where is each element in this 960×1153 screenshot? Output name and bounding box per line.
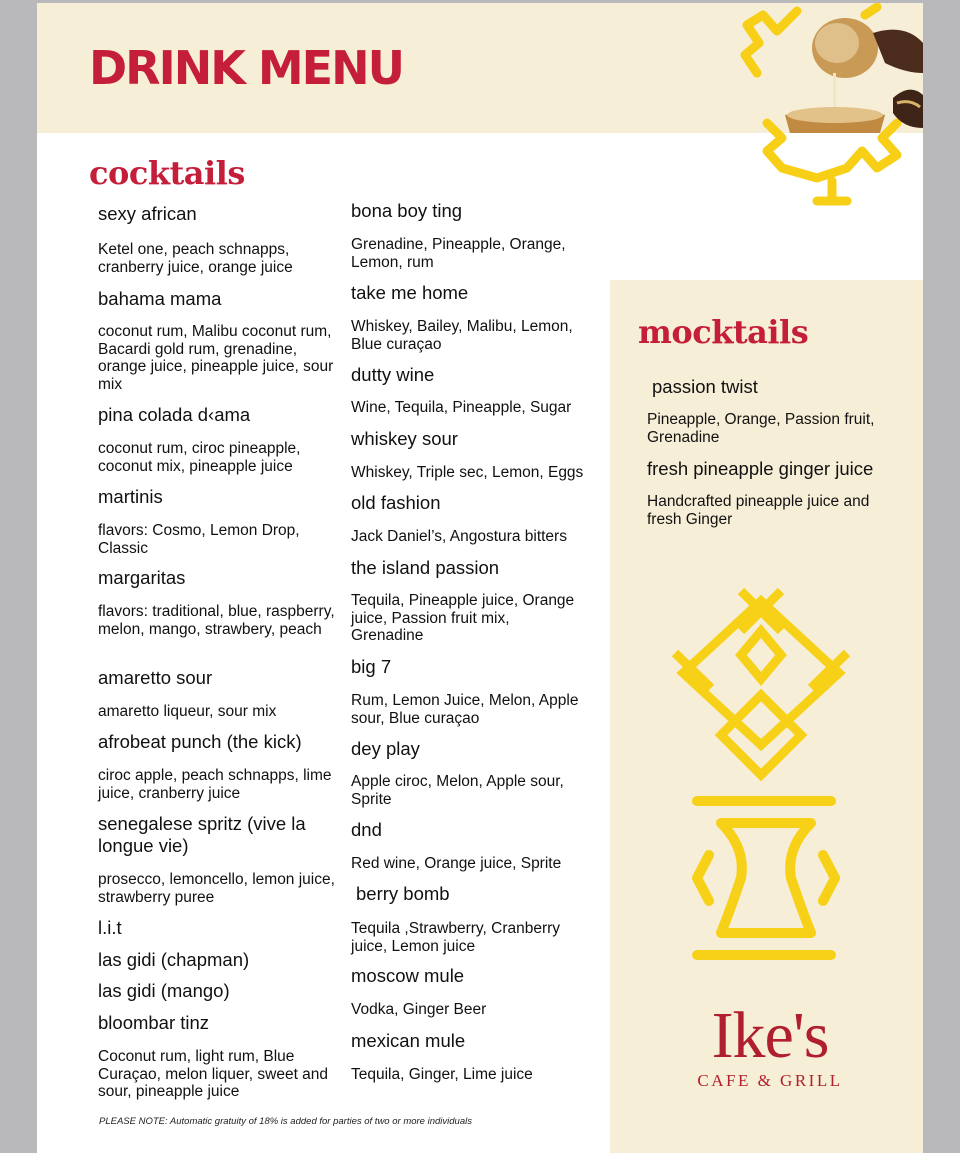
menu-item: [98, 241, 348, 276]
mocktails-heading: mocktails: [638, 313, 809, 351]
item-description: Rum, Lemon Juice, Melon, Apple sour, Blue curaçao: [351, 692, 579, 727]
item-name: big 7: [351, 656, 392, 677]
item-description: Pineapple, Orange, Passion fruit, Grenadine: [647, 411, 875, 446]
item-name: old fashion: [351, 492, 441, 513]
item-name: martinis: [98, 486, 163, 507]
flavors-list: Cosmo, Lemon Drop, Classic: [98, 522, 300, 557]
item-name: bona boy ting: [351, 200, 463, 221]
page-title: DRINK MENU: [89, 41, 403, 95]
item-description: Wine, Tequila, Pineapple, Sugar: [351, 399, 572, 416]
item-name: l.i.t: [98, 917, 122, 938]
item-description: Handcrafted pineapple juice and fresh Ginger: [647, 493, 870, 528]
adinkra-symbol-icon: [671, 583, 851, 783]
flavors-label: flavors:: [98, 522, 148, 539]
item-description: coconut rum, Malibu coconut rum, Bacardi gold rum, grenadine, orange juice, pineapple juice, sour mix: [98, 323, 334, 393]
item-description: Red wine, Orange juice, Sprite: [351, 855, 562, 872]
item-name: afrobeat punch (the kick): [98, 731, 302, 752]
item-name: mexican mule: [351, 1030, 466, 1051]
item-name: moscow mule: [351, 965, 465, 986]
item-name: berry bomb: [356, 883, 450, 904]
item-description: Ketel one, peach schnapps, cranberry juice, orange juice: [98, 241, 293, 276]
item-name: senegalese spritz (vive la longue vie): [98, 813, 306, 856]
item-name: margaritas: [98, 567, 186, 588]
item-name: the island passion: [351, 557, 500, 578]
item-name: take me home: [351, 282, 469, 303]
item-description: flavors: traditional, blue, raspberry, melon, mango, strawbery, peach: [98, 603, 335, 638]
item-name: las gidi (mango): [98, 980, 230, 1001]
item-name: las gidi (chapman): [98, 949, 250, 970]
item-name: whiskey sour: [351, 428, 458, 449]
item-name: passion twist: [652, 376, 758, 397]
restaurant-logo: [675, 999, 865, 1091]
item-description: Vodka, Ginger Beer: [351, 1001, 487, 1018]
item-name: bahama mama: [98, 288, 222, 309]
item-description: Jack Daniel’s, Angostura bitters: [351, 528, 567, 545]
item-description: Tequila, Pineapple juice, Orange juice, Passion fruit mix, Grenadine: [351, 592, 575, 644]
item-description: Coconut rum, light rum, Blue Curaçao, melon liquer, sweet and sour, pineapple juice: [98, 1048, 329, 1100]
gratuity-note: PLEASE NOTE: Automatic gratuity of 18% is added for parties of two or more individuals: [99, 1116, 472, 1127]
item-description: [98, 522, 348, 557]
logo-name: Ike's: [711, 999, 829, 1072]
item-name: pina colada d‹ama: [98, 404, 251, 425]
item-description: ciroc apple, peach schnapps, lime juice, cranberry juice: [98, 767, 332, 802]
item-name: dnd: [351, 819, 382, 840]
item-description: Whiskey, Triple sec, Lemon, Eggs: [351, 464, 584, 481]
menu-page: [37, 3, 923, 1153]
item-description: Tequila, Ginger, Lime juice: [351, 1066, 533, 1083]
item-description: Tequila ,Strawberry, Cranberry juice, Lemon juice: [351, 920, 561, 955]
gourd-pouring-photo: [785, 3, 923, 135]
logo-tagline: CAFE & GRILL: [697, 1071, 843, 1090]
item-description: Apple ciroc, Melon, Apple sour, Sprite: [351, 773, 564, 808]
item-description: coconut rum, ciroc pineapple, coconut mix, pineapple juice: [98, 440, 301, 475]
item-name: sexy african: [98, 203, 197, 224]
menu-item: [98, 203, 348, 225]
cocktails-heading: cocktails: [89, 154, 245, 192]
item-name: fresh pineapple ginger juice: [647, 458, 874, 479]
item-description: prosecco, lemoncello, lemon juice, strawberry puree: [98, 871, 335, 906]
item-description: Whiskey, Bailey, Malibu, Lemon, Blue curaçao: [351, 318, 573, 353]
item-name: dutty wine: [351, 364, 435, 385]
item-name: amaretto sour: [98, 667, 213, 688]
item-description: Grenadine, Pineapple, Orange, Lemon, rum: [351, 236, 566, 271]
item-name: bloombar tinz: [98, 1012, 210, 1033]
item-name: dey play: [351, 738, 420, 759]
adinkra-symbol-icon: [691, 793, 841, 963]
item-description: amaretto liqueur, sour mix: [98, 703, 277, 720]
